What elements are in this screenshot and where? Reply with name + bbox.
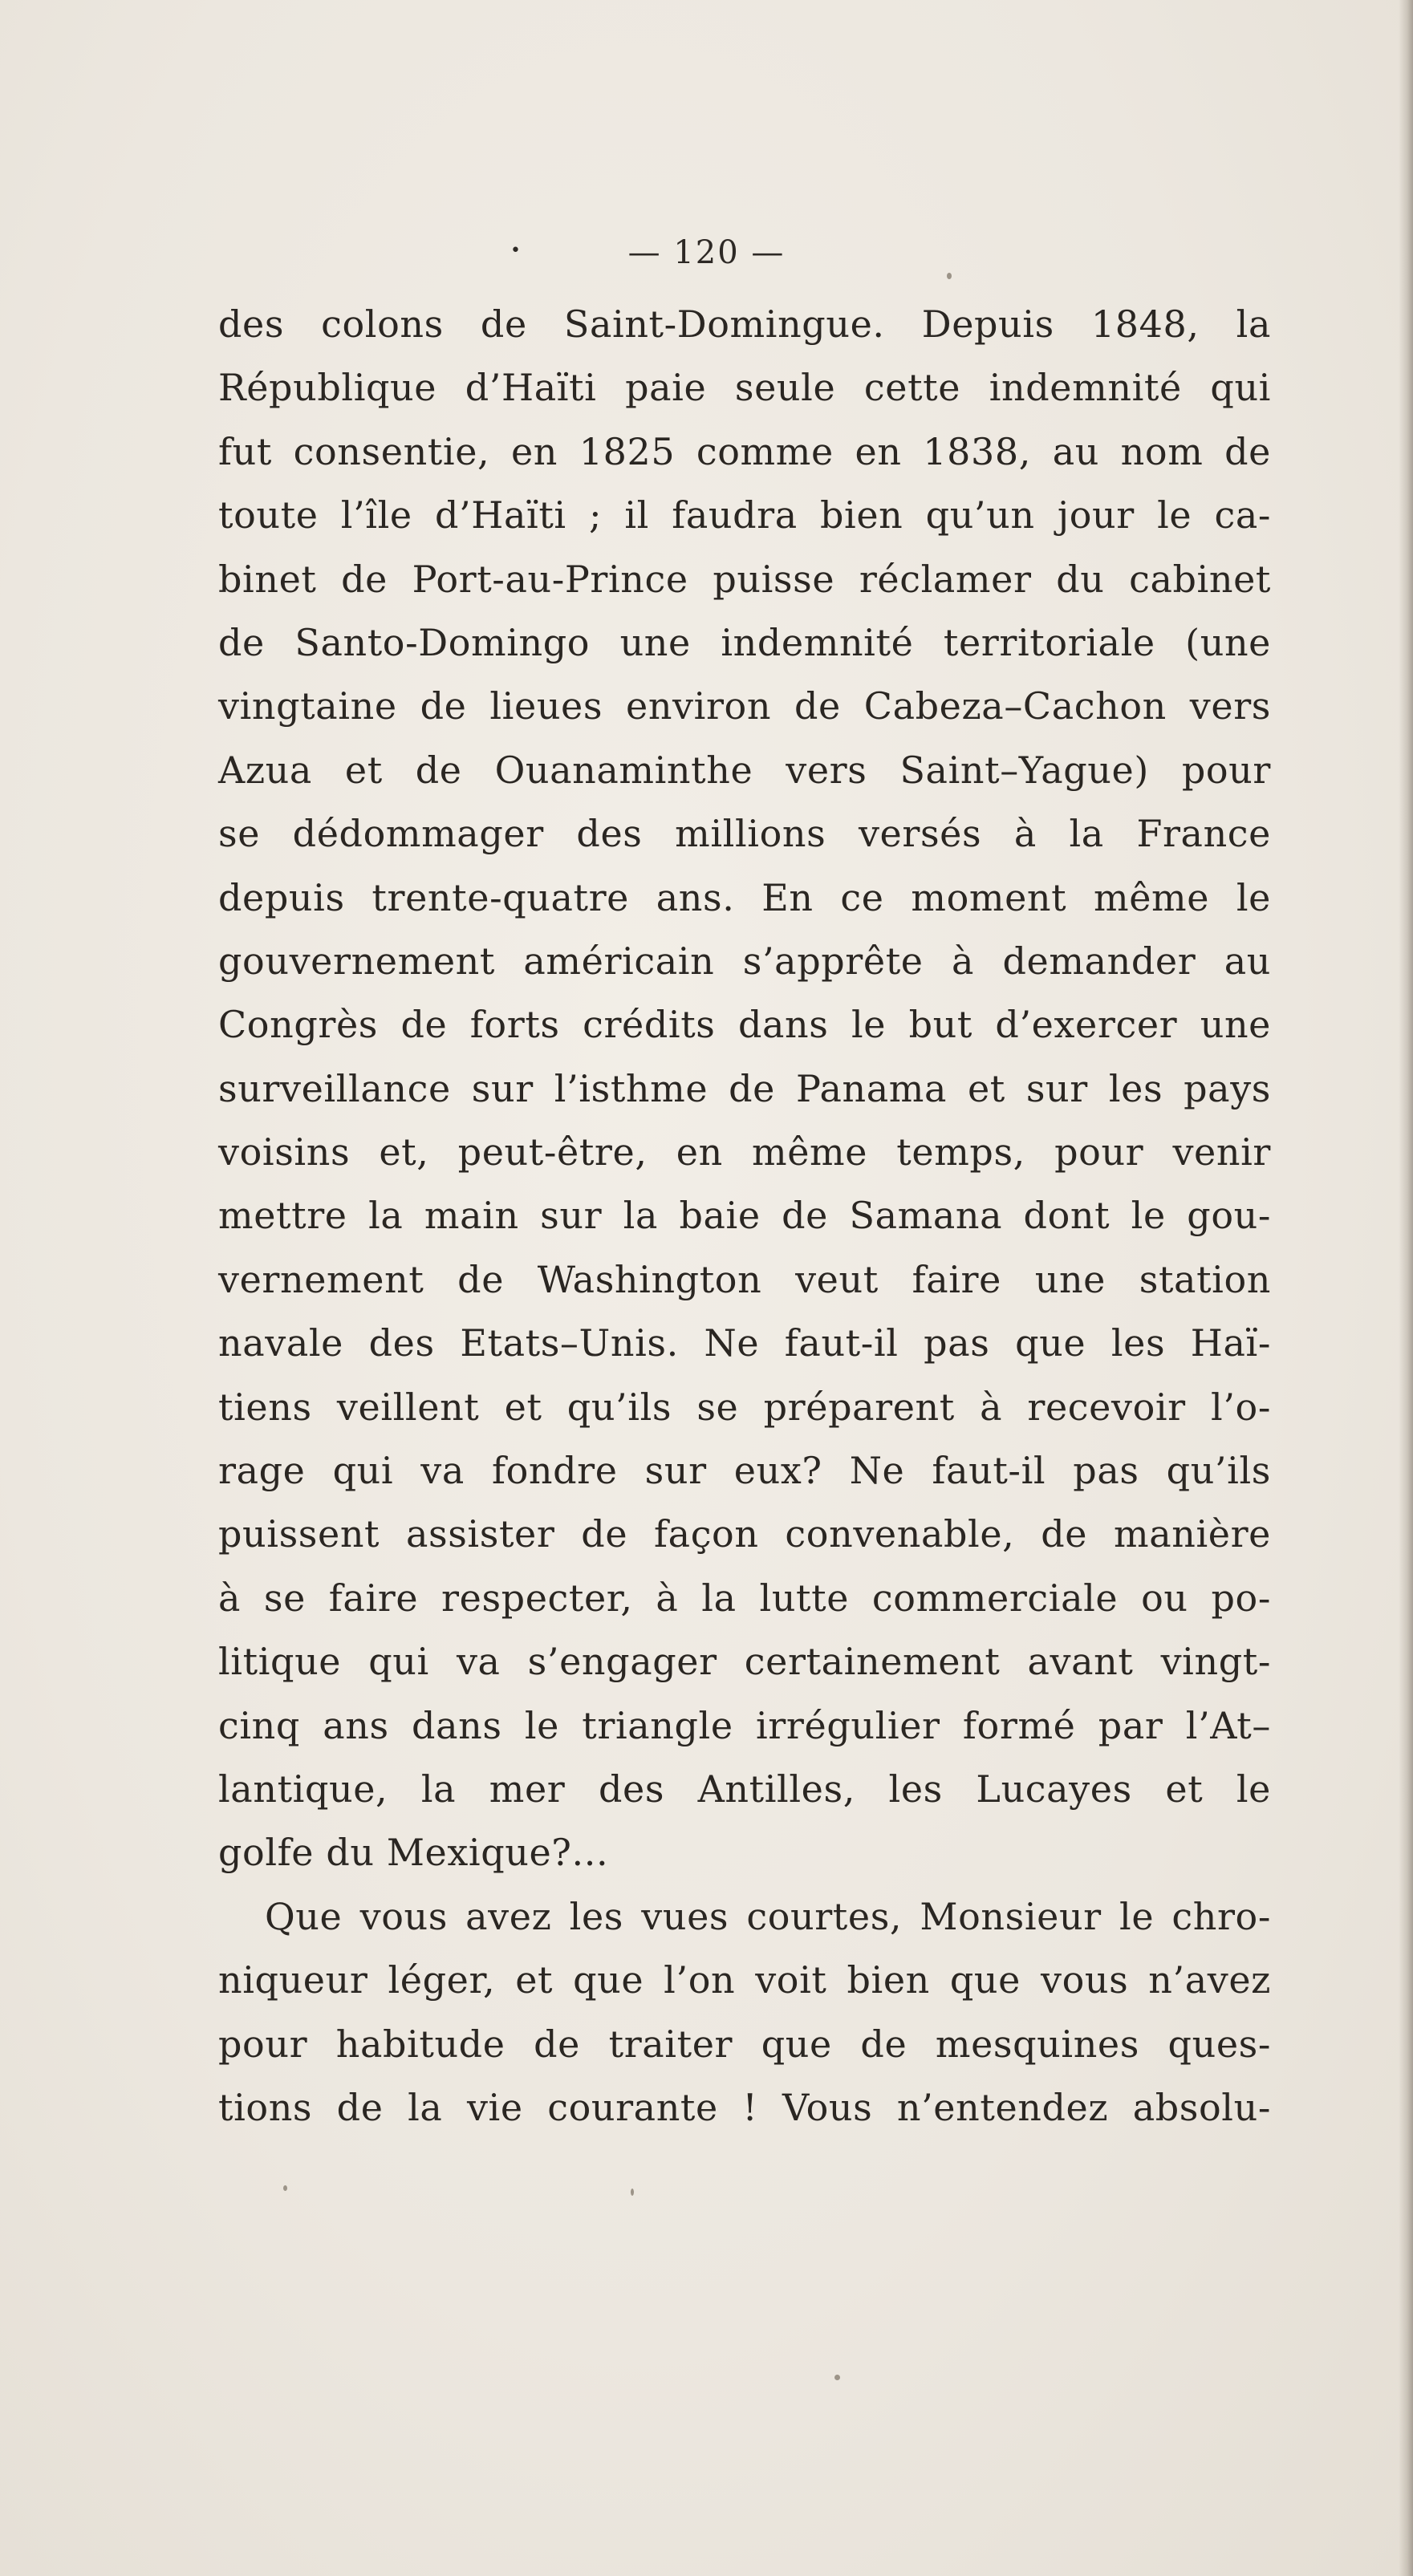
text-line: litique qui va s’engager certainement avant vingt- <box>218 1640 1271 1684</box>
text-line: puissent assister de façon convenable, de manière <box>218 1512 1271 1556</box>
speck <box>834 2375 840 2380</box>
text-line: vingtaine de lieues environ de Cabeza–Cachon vers <box>218 684 1271 728</box>
text-line: binet de Port-au-Prince puisse réclamer du cabinet <box>218 557 1271 601</box>
text-line: golfe du Mexique?... <box>218 1831 609 1875</box>
text-line: pour habitude de traiter que de mesquines ques- <box>218 2022 1271 2066</box>
text-line: vernement de Washington veut faire une station <box>218 1257 1271 1301</box>
speck <box>631 2189 634 2196</box>
text-line: lantique, la mer des Antilles, les Lucayes et le <box>218 1767 1271 1811</box>
page-number: — 120 — <box>627 234 786 271</box>
text-line: mettre la main sur la baie de Samana dont le gou- <box>218 1194 1271 1238</box>
text-line: toute l’île d’Haïti ; il faudra bien qu’un jour le ca- <box>218 493 1271 538</box>
text-line: cinq ans dans le triangle irrégulier formé par l’At– <box>218 1703 1271 1747</box>
body-text <box>218 293 1271 2140</box>
text-line: Congrès de forts crédits dans le but d’exercer une <box>218 1003 1271 1047</box>
header-dot: • <box>510 241 522 261</box>
text-line: voisins et, peut-être, en même temps, pour venir <box>218 1130 1271 1174</box>
text-line: se dédommager des millions versés à la France <box>218 812 1271 856</box>
text-line: Azua et de Ouanaminthe vers Saint–Yague) pour <box>218 748 1271 792</box>
text-line: République d’Haïti paie seule cette indemnité qui <box>218 366 1271 410</box>
text-line: rage qui va fondre sur eux? Ne faut-il pas qu’ils <box>218 1449 1271 1493</box>
text-line: navale des Etats–Unis. Ne faut-il pas que les Haï- <box>218 1321 1271 1365</box>
speck <box>283 2185 287 2191</box>
text-line: à se faire respecter, à la lutte commerciale ou po- <box>218 1576 1271 1620</box>
text-line: depuis trente-quatre ans. En ce moment même le <box>218 875 1271 919</box>
text-line: niqueur léger, et que l’on voit bien que vous n’avez <box>218 1958 1271 2002</box>
speck <box>947 273 952 279</box>
text-line: gouvernement américain s’apprête à demander au <box>218 939 1271 983</box>
page-header <box>0 234 1413 271</box>
page-edge-shadow <box>1399 0 1413 2576</box>
text-line: tiens veillent et qu’ils se préparent à recevoir l’o- <box>218 1385 1271 1429</box>
text-line: Que vous avez les vues courtes, Monsieur le chro- <box>265 1894 1271 1938</box>
text-line: tions de la vie courante ! Vous n’entendez absolu- <box>218 2085 1271 2129</box>
text-line: surveillance sur l’isthme de Panama et sur les pays <box>218 1066 1271 1110</box>
text-line: fut consentie, en 1825 comme en 1838, au nom de <box>218 429 1271 473</box>
text-line: de Santo-Domingo une indemnité territoriale (une <box>218 620 1271 664</box>
text-line: des colons de Saint-Domingue. Depuis 1848, la <box>218 302 1271 346</box>
